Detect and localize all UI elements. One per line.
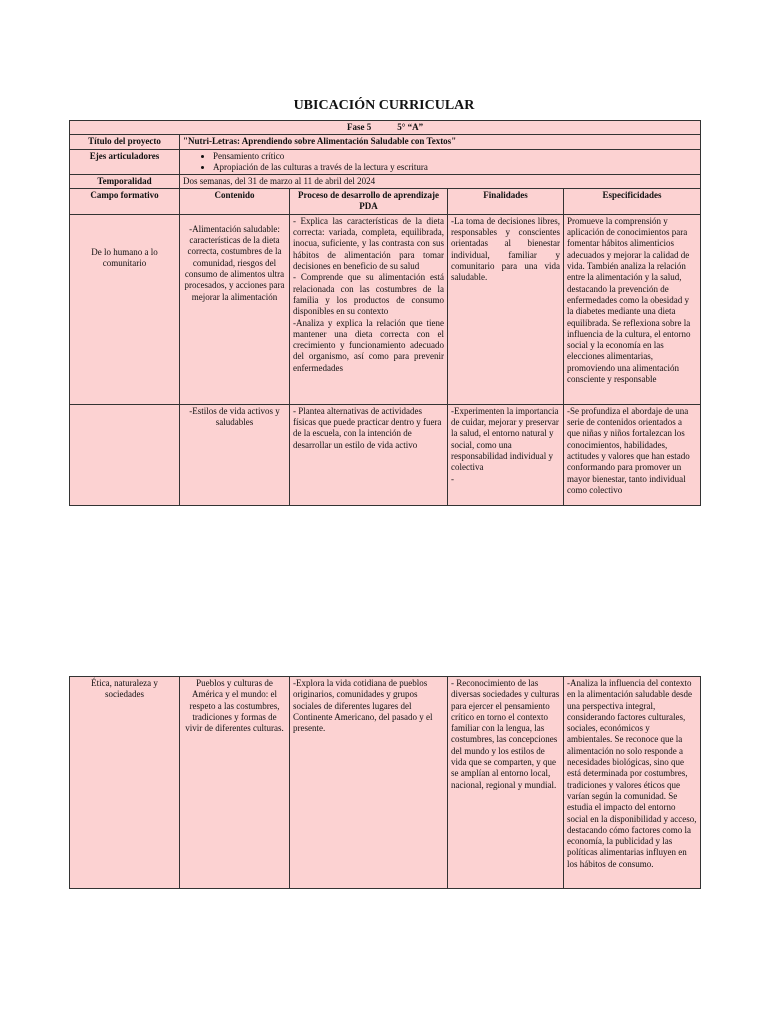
column-header: Especificidades: [564, 188, 701, 214]
pda-cell: -Explora la vida cotidiana de pueblos originarios, comunidades y grupos sociales de diferentes lugares del Continente Americano, del pasado y el presente.: [290, 677, 448, 889]
campo-cell: De lo humano a lo comunitario: [70, 214, 180, 404]
campo-cell: Ética, naturaleza y sociedades: [70, 677, 180, 889]
temporalidad-row: [70, 174, 701, 188]
column-header: Contenido: [180, 188, 290, 214]
finalidades-cell: -La toma de decisiones libres, responsables y conscientes orientadas al bienestar individual, familiar y comunitario para una vida saludable.: [448, 214, 564, 404]
column-header-row: [70, 188, 701, 214]
temporalidad-value: Dos semanas, del 31 de marzo al 11 de abril del 2024: [180, 174, 701, 188]
grado-label: 5° “A”: [397, 122, 424, 132]
especificidades-cell: -Se profundiza el abordaje de una serie de contenidos orientados a que niñas y niños fortalezcan los conocimientos, habilidades, actitudes y valores que han estado conformando para promover un mayor bienestar, tanto individual como colectivo: [564, 404, 701, 505]
curriculum-table: [69, 120, 701, 506]
ejes-label: Ejes articuladores: [70, 149, 180, 174]
ejes-list-cell: [180, 149, 701, 174]
pda-cell: - Explica las características de la dieta correcta: variada, completa, equilibrada, inocua, suficiente, y las contrasta con sus hábitos de alimentación para tomar decisiones en beneficio de su salud - Comprende que su alimentación está relacionada con las costumbres de la familia y los productos de consumo disponibles en su contexto -Analiza y explica la relación que tiene mantener una dieta correcta con el crecimiento y funcionamiento adecuado del organismo, así como para prevenir enfermedades: [290, 214, 448, 404]
column-header: Proceso de desarrollo de aprendizaje PDA: [290, 188, 448, 214]
proyecto-value: "Nutri-Letras: Aprendiendo sobre Alimentación Saludable con Textos": [180, 135, 701, 149]
table-row: [70, 214, 701, 404]
ejes-row: [70, 149, 701, 174]
eje-item: • Pensamiento crítico: [213, 151, 697, 162]
contenido-cell: Pueblos y culturas de América y el mundo: el respeto a las costumbres, tradiciones y formas de vivir de diferentes culturas.: [180, 677, 290, 889]
finalidades-cell: - Reconocimiento de las diversas sociedades y culturas para ejercer el pensamiento crítico en torno el contexto familiar con la lengua, las costumbres, las concepciones del mundo y los estilos de vida que se comparten, y que se amplían al entorno local, nacional, regional y mundial.: [448, 677, 564, 889]
table-row: [70, 677, 701, 889]
ejes-list: [183, 151, 697, 173]
table-row: [70, 404, 701, 505]
temporalidad-label: Temporalidad: [70, 174, 180, 188]
campo-cell: [70, 404, 180, 505]
fase-label: Fase 5: [346, 122, 372, 132]
fase-row: [70, 121, 701, 135]
especificidades-cell: -Analiza la influencia del contexto en la alimentación saludable desde una perspectiva integral, considerando factores culturales, sociales, económicos y ambientales. Se reconoce que la alimentación no solo responde a necesidades biológicas, sino que está determinada por costumbres, tradiciones y valores éticos que varían según la comunidad. Se estudia el impacto del entorno social en la disponibilidad y acceso, destacando cómo factores como la economía, la publicidad y las políticas alimentarias influyen en los hábitos de consumo.: [564, 677, 701, 889]
curriculum-table-continued: [69, 676, 701, 889]
finalidades-cell: -Experimenten la importancia de cuidar, mejorar y preservar la salud, el entorno natural y social, como una responsabilidad individual y colectiva -: [448, 404, 564, 505]
proyecto-row: [70, 135, 701, 149]
column-header: Campo formativo: [70, 188, 180, 214]
contenido-cell: -Alimentación saludable: características de la dieta correcta, costumbres de la comunidad, riesgos del consumo de alimentos ultra procesados, y acciones para mejorar la alimentación: [180, 214, 290, 404]
page-title: UBICACIÓN CURRICULAR: [293, 98, 475, 113]
eje-item: • Apropiación de las culturas a través de la lectura y escritura: [213, 162, 697, 173]
pda-cell: - Plantea alternativas de actividades físicas que puede practicar dentro y fuera de la escuela, con la intención de desarrollar un estilo de vida activo: [290, 404, 448, 505]
contenido-cell: -Estilos de vida activos y saludables: [180, 404, 290, 505]
column-header: Finalidades: [448, 188, 564, 214]
proyecto-label: Título del proyecto: [70, 135, 180, 149]
especificidades-cell: Promueve la comprensión y aplicación de conocimientos para fomentar hábitos alimenticios adecuados y mejorar la calidad de vida. También analiza la relación entre la alimentación y la salud, destacando la prevención de enfermedades como la obesidad y la diabetes mediante una dieta equilibrada. Se reflexiona sobre la influencia de la cultura, el entorno social y la economía en las elecciones alimentarias, promoviendo una alimentación consciente y responsable: [564, 214, 701, 404]
